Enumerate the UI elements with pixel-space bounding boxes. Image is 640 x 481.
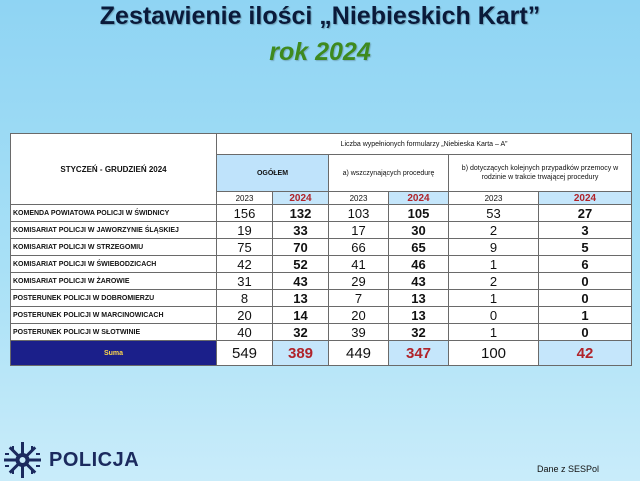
value-2023-cell: 2: [449, 222, 539, 239]
year-cell: 2023: [329, 192, 389, 205]
year-cell: 2024: [539, 192, 632, 205]
group-header: Liczba wypełnionych formularzy „Niebieska Karta – A”: [217, 134, 632, 155]
unit-name-cell: POSTERUNEK POLICJI W MARCINOWICACH: [11, 307, 217, 324]
value-2024-cell: 43: [273, 273, 329, 290]
value-2023-cell: 0: [449, 307, 539, 324]
year-cell: 2024: [273, 192, 329, 205]
value-2024-cell: 14: [273, 307, 329, 324]
unit-name-cell: KOMISARIAT POLICJI W ŚWIEBODZICACH: [11, 256, 217, 273]
sum-2024-cell: 347: [389, 341, 449, 366]
value-2023-cell: 40: [217, 324, 273, 341]
value-2023-cell: 53: [449, 205, 539, 222]
table-row: [11, 205, 632, 222]
value-2024-cell: 0: [539, 290, 632, 307]
value-2023-cell: 8: [217, 290, 273, 307]
value-2023-cell: 39: [329, 324, 389, 341]
value-2023-cell: 75: [217, 239, 273, 256]
unit-name-cell: POSTERUNEK POLICJI W DOBROMIERZU: [11, 290, 217, 307]
col-a-header: a) wszczynających procedurę: [329, 155, 449, 192]
value-2024-cell: 105: [389, 205, 449, 222]
value-2023-cell: 66: [329, 239, 389, 256]
value-2024-cell: 32: [273, 324, 329, 341]
value-2024-cell: 52: [273, 256, 329, 273]
unit-name-cell: KOMISARIAT POLICJI W JAWORZYNIE ŚLĄSKIEJ: [11, 222, 217, 239]
value-2023-cell: 29: [329, 273, 389, 290]
value-2023-cell: 1: [449, 324, 539, 341]
year-cell: 2024: [389, 192, 449, 205]
value-2023-cell: 9: [449, 239, 539, 256]
sum-2024-cell: 42: [539, 341, 632, 366]
value-2024-cell: 65: [389, 239, 449, 256]
value-2024-cell: 0: [539, 273, 632, 290]
value-2024-cell: 1: [539, 307, 632, 324]
value-2023-cell: 20: [329, 307, 389, 324]
value-2024-cell: 5: [539, 239, 632, 256]
value-2024-cell: 13: [273, 290, 329, 307]
page-subtitle: rok 2024: [269, 38, 371, 66]
police-logo-text: POLICJA: [49, 449, 140, 471]
value-2024-cell: 43: [389, 273, 449, 290]
value-2023-cell: 1: [449, 256, 539, 273]
value-2023-cell: 41: [329, 256, 389, 273]
page-title: Zestawienie ilości „Niebieskich Kart”: [99, 2, 541, 30]
period-header: STYCZEŃ - GRUDZIEŃ 2024: [11, 134, 217, 205]
sum-2023-cell: 100: [449, 341, 539, 366]
year-cell: 2023: [449, 192, 539, 205]
col-total-header: OGÓŁEM: [217, 155, 329, 192]
blue-card-table: [10, 133, 632, 366]
value-2023-cell: 17: [329, 222, 389, 239]
sum-row: [11, 341, 632, 366]
value-2023-cell: 42: [217, 256, 273, 273]
value-2024-cell: 27: [539, 205, 632, 222]
table-row: [11, 290, 632, 307]
value-2023-cell: 7: [329, 290, 389, 307]
table-row: [11, 307, 632, 324]
value-2024-cell: 0: [539, 324, 632, 341]
value-2024-cell: 13: [389, 290, 449, 307]
value-2024-cell: 13: [389, 307, 449, 324]
unit-name-cell: KOMISARIAT POLICJI W STRZEGOMIU: [11, 239, 217, 256]
table-row: [11, 273, 632, 290]
value-2024-cell: 46: [389, 256, 449, 273]
value-2024-cell: 32: [389, 324, 449, 341]
sum-2023-cell: 549: [217, 341, 273, 366]
unit-name-cell: KOMENDA POWIATOWA POLICJI W ŚWIDNICY: [11, 205, 217, 222]
value-2023-cell: 19: [217, 222, 273, 239]
value-2024-cell: 70: [273, 239, 329, 256]
value-2023-cell: 1: [449, 290, 539, 307]
table-row: [11, 256, 632, 273]
value-2024-cell: 132: [273, 205, 329, 222]
unit-name-cell: KOMISARIAT POLICJI W ŻAROWIE: [11, 273, 217, 290]
table-row: [11, 222, 632, 239]
value-2023-cell: 31: [217, 273, 273, 290]
data-source-note: Dane z SESPol: [537, 464, 600, 474]
sum-label-cell: Suma: [11, 341, 217, 366]
value-2024-cell: 6: [539, 256, 632, 273]
year-cell: 2023: [217, 192, 273, 205]
value-2023-cell: 156: [217, 205, 273, 222]
value-2023-cell: 2: [449, 273, 539, 290]
value-2024-cell: 30: [389, 222, 449, 239]
sum-2024-cell: 389: [273, 341, 329, 366]
value-2024-cell: 33: [273, 222, 329, 239]
table-row: [11, 239, 632, 256]
value-2023-cell: 20: [217, 307, 273, 324]
table-row: [11, 324, 632, 341]
col-b-header: b) dotyczących kolejnych przypadków przemocy w rodzinie w trakcie trwającej procedury: [449, 155, 632, 192]
value-2024-cell: 3: [539, 222, 632, 239]
value-2023-cell: 103: [329, 205, 389, 222]
unit-name-cell: POSTERUNEK POLICJI W SŁOTWINIE: [11, 324, 217, 341]
sum-2023-cell: 449: [329, 341, 389, 366]
